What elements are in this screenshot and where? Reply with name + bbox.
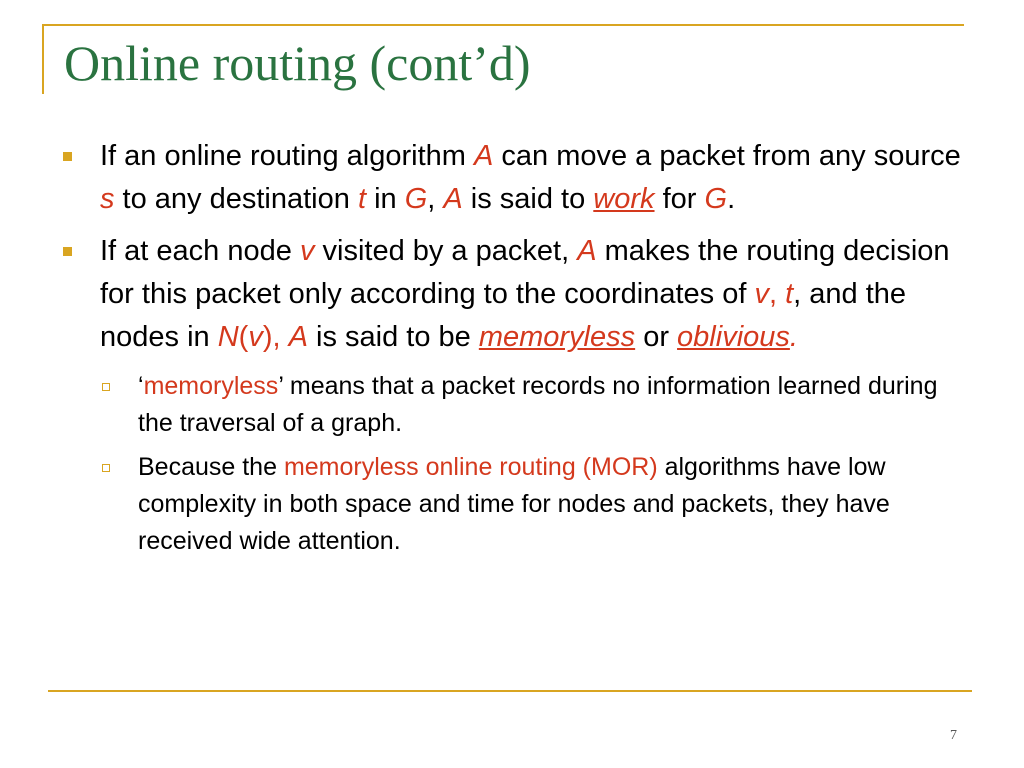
frame-bottom-line (48, 690, 972, 692)
term-memoryless: memoryless (478, 321, 636, 353)
term-oblivious: oblivious (677, 321, 790, 353)
hollow-square-bullet-icon (102, 464, 110, 472)
algorithm-variable: A (288, 321, 308, 353)
bullet-text: is said to be (307, 321, 479, 353)
period: . (789, 321, 798, 353)
destination-variable: t (357, 183, 367, 215)
comma-separator: , (768, 278, 786, 310)
source-variable: s (100, 183, 115, 215)
bullet-text: to any destination (114, 183, 358, 215)
graph-variable: G (704, 183, 728, 215)
frame-top-line (42, 24, 964, 26)
square-bullet-icon (63, 247, 72, 256)
paren-close: ), (262, 321, 289, 353)
slide-title: Online routing (cont’d) (64, 35, 531, 91)
node-variable: v (299, 235, 315, 267)
sub-bullet-mor-attention (138, 449, 970, 560)
bullet-text: If an online routing algorithm (100, 140, 474, 172)
bullet-text: , (427, 183, 444, 215)
bullet-text: makes the routing decision for this packet only according to the coordinates of (100, 235, 950, 310)
term-work: work (593, 183, 655, 215)
neighborhood-variable: N (217, 321, 239, 353)
graph-variable: G (404, 183, 428, 215)
bullet-text: for (654, 183, 705, 215)
square-bullet-icon (63, 152, 72, 161)
algorithm-variable: A (577, 235, 597, 267)
algorithm-variable: A (443, 183, 463, 215)
term-mor: memoryless online routing (MOR) (283, 453, 658, 481)
frame-left-line (42, 24, 44, 94)
bullet-text: Because the (138, 453, 284, 481)
sub-bullet-memoryless-meaning (138, 368, 970, 442)
destination-variable: t (785, 278, 794, 310)
hollow-square-bullet-icon (102, 383, 110, 391)
bullet-text: visited by a packet, (314, 235, 578, 267)
paren-open: ( (238, 321, 249, 353)
bullet-text: ’ means that a packet records no information learned during the traversal of a graph. (138, 372, 938, 437)
page-number: 7 (950, 728, 957, 743)
node-variable: v (248, 321, 263, 353)
slide-content (100, 135, 970, 567)
bullet-text: . (727, 183, 736, 215)
node-variable: v (754, 278, 769, 310)
bullet-text: in (366, 183, 405, 215)
bullet-text: algorithms have low complexity in both space and time for nodes and packets, they have received wide attention. (138, 453, 890, 555)
bullet-memoryless-definition (100, 230, 970, 359)
algorithm-variable: A (474, 140, 494, 172)
bullet-text: or (635, 321, 678, 353)
bullet-text: is said to (462, 183, 594, 215)
bullet-work-definition (100, 135, 970, 221)
term-memoryless: memoryless (143, 372, 279, 400)
bullet-text: If at each node (100, 235, 300, 267)
bullet-text: can move a packet from any source (493, 140, 961, 172)
bullet-text: ‘ (138, 372, 144, 400)
bullet-text: , and the nodes in (100, 278, 907, 353)
